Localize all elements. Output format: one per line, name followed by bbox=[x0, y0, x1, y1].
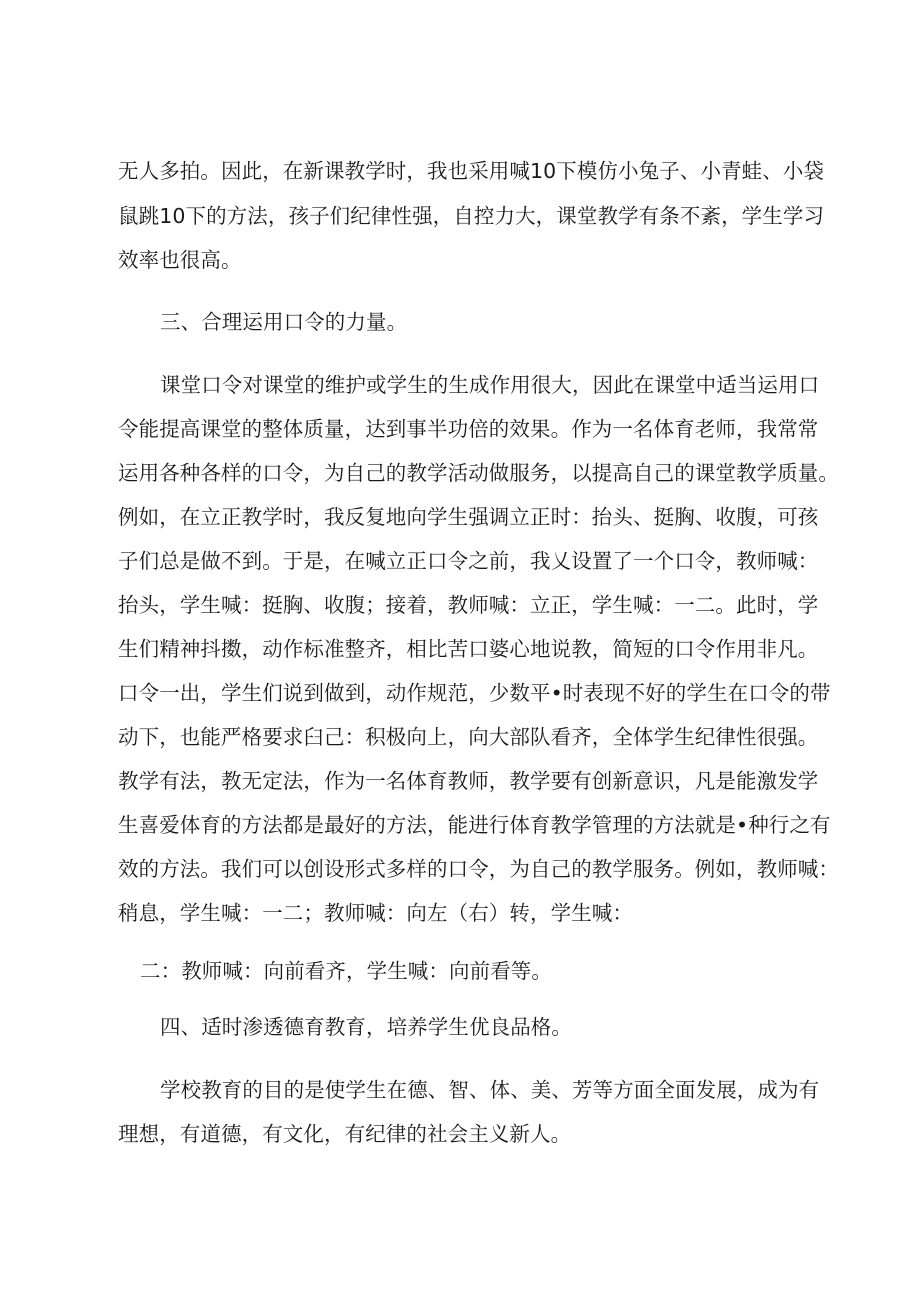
paragraph-line: 鼠跳10下的方法，孩子们纪律性强，自控力大，课堂教学有条不紊，学生学习 bbox=[118, 204, 825, 228]
paragraph-line: 例如，在立正教学时，我反复地向学生强调立正时：抬头、挺胸、收腹，可孩 bbox=[118, 505, 819, 529]
paragraph-line: 理想，有道德，有文化，有纪律的社会主义新人。 bbox=[118, 1122, 572, 1146]
paragraph-line: 二：教师喊：向前看齐，学生喊：向前看等。 bbox=[140, 959, 552, 983]
paragraph-line: 课堂口令对课堂的维护或学生的生成作用很大，因此在课堂中适当运用口 bbox=[160, 373, 820, 397]
section-heading: 四、适时渗透德育教育，培养学生优良品格。 bbox=[160, 1015, 572, 1039]
paragraph-line: 令能提高课堂的整体质量，达到事半功倍的效果。作为一名体育老师，我常常 bbox=[118, 417, 819, 441]
paragraph-line: 抬头，学生喊：挺胸、收腹；接着，教师喊：立正，学生喊：一二。此时，学 bbox=[118, 593, 819, 617]
section-heading: 三、合理运用口令的力量。 bbox=[160, 310, 408, 334]
paragraph-line: 稍息，学生喊：一二；教师喊：向左（右）转，学生喊： bbox=[118, 901, 633, 925]
paragraph-line: 子们总是做不到。于是，在喊立正口令之前，我乂设置了一个口令，教师喊： bbox=[118, 549, 819, 573]
paragraph-line: 生们精神抖擞，动作标准整齐，相比苦口婆心地说教，简短的口令作用非凡。 bbox=[118, 637, 819, 661]
paragraph-line: 无人多拍。因此，在新课教学时，我也采用喊10下模仿小兔子、小青蛙、小袋 bbox=[118, 159, 825, 183]
paragraph-line: 动下，也能严格要求臼己：积极向上，向大部队看齐，全体学生纪律性很强。 bbox=[118, 725, 819, 749]
paragraph-line: 教学有法，教无定法，作为一名体育教师，教学要有创新意识，凡是能激发学 bbox=[118, 769, 819, 793]
paragraph-line: 效率也很高。 bbox=[118, 248, 242, 272]
paragraph-line: 生喜爱体育的方法都是最好的方法，能进行体育教学管理的方法就是•种行之有 bbox=[118, 813, 831, 837]
paragraph-line: 效的方法。我们可以创设形式多样的口令，为自己的教学服务。例如，教师喊： bbox=[118, 857, 839, 881]
paragraph-line: 口令一出，学生们说到做到，动作规范，少数平•时表现不好的学生在口令的带 bbox=[118, 681, 831, 705]
paragraph-line: 运用各种各样的口令，为自己的教学活动做服务，以提高自己的课堂教学质量。 bbox=[118, 461, 839, 485]
paragraph-line: 学校教育的目的是使学生在德、智、体、美、芳等方面全面发展，成为有 bbox=[160, 1078, 820, 1102]
